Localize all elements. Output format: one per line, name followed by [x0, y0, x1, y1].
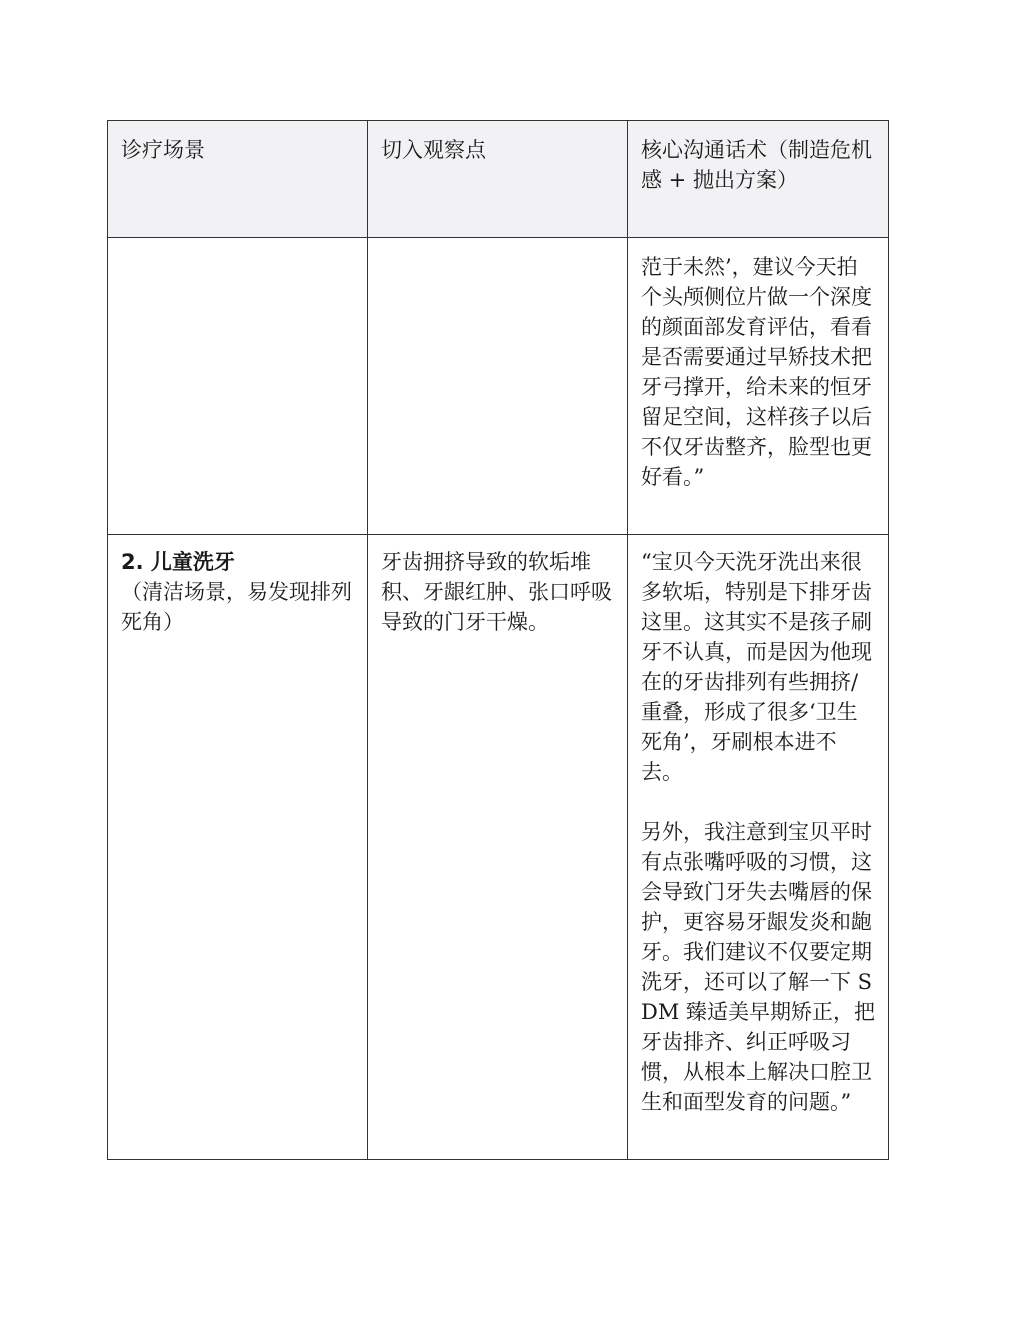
- script-paragraph: 另外，我注意到宝贝平时有点张嘴呼吸的习惯，这会导致门牙失去嘴唇的保护，更容易牙龈发炎和龅牙。我们建议不仅要定期洗牙，还可以了解一下 SDM 臻适美早期矫正，把牙齿排齐、纠正呼吸习惯，从根本上解决口腔卫生和面型发育的问题。”: [641, 820, 876, 1114]
- header-script: 核心沟通话术（制造危机感 + 抛出方案）: [628, 121, 889, 238]
- header-observation: 切入观察点: [368, 121, 628, 238]
- scene-cell: [108, 535, 368, 1160]
- script-paragraph: 范于未然’，建议今天拍个头颅侧位片做一个深度的颜面部发育评估，看看是否需要通过早矫技术把牙弓撑开，给未来的恒牙留足空间，这样孩子以后不仅牙齿整齐，脸型也更好看。”: [641, 255, 872, 489]
- scene-cell: [108, 238, 368, 535]
- script-cell: [628, 238, 889, 535]
- observation-cell: 牙齿拥挤导致的软垢堆积、牙龈红肿、张口呼吸导致的门牙干燥。: [368, 535, 628, 1160]
- script-cell: [628, 535, 889, 1160]
- scene-subtitle: （清洁场景，易发现排列死角）: [121, 580, 352, 634]
- observation-cell: [368, 238, 628, 535]
- table-row: [108, 238, 889, 535]
- scene-title: 2. 儿童洗牙: [121, 550, 235, 574]
- table-row: [108, 535, 889, 1160]
- table-header-row: [108, 121, 889, 238]
- header-scene: 诊疗场景: [108, 121, 368, 238]
- script-paragraph: “宝贝今天洗牙洗出来很多软垢，特别是下排牙齿这里。这其实不是孩子刷牙不认真，而是因为他现在的牙齿排列有些拥挤/重叠，形成了很多‘卫生死角’，牙刷根本进不去。: [641, 550, 872, 784]
- scenario-table: [107, 120, 889, 1160]
